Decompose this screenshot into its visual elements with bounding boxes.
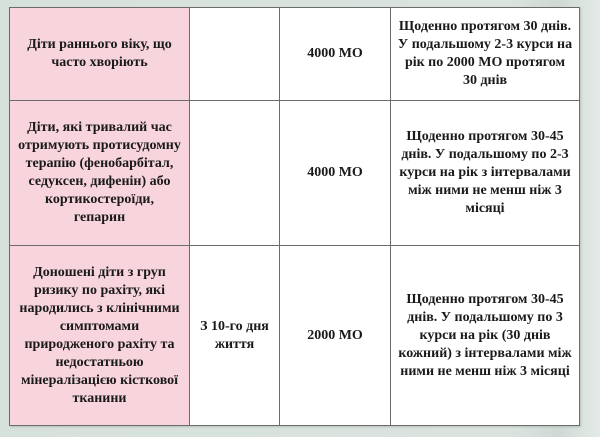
table-row	[10, 8, 580, 101]
table-row	[10, 101, 580, 246]
dose-cell: 2000 МО	[280, 246, 391, 426]
start-time-cell	[190, 101, 280, 246]
risk-group-cell: Доношені діти з груп ризику по рахіту, які народились з клінічними симптомами природженого рахіту та недостатньою мінералізацією кісткової тканини	[10, 246, 190, 426]
regimen-cell: Щоденно протягом 30-45 днів. У подальшому по 2-3 курси на рік з інтервалами між ними не менш ніж 3 місяці	[391, 101, 580, 246]
start-time-cell: З 10-го дня життя	[190, 246, 280, 426]
dose-cell: 4000 МО	[280, 8, 391, 101]
table-row	[10, 246, 580, 426]
risk-group-cell: Діти, які тривалий час отримують протисудомну терапію (фенобарбітал, седуксен, дифенін) або кортикостероїди, гепарин	[10, 101, 190, 246]
risk-group-cell: Діти раннього віку, що часто хворіють	[10, 8, 190, 101]
regimen-cell: Щоденно протягом 30 днів. У подальшому 2-3 курси на рік по 2000 МО протягом 30 днів	[391, 8, 580, 101]
dose-cell: 4000 МО	[280, 101, 391, 246]
vitamin-d-dosage-table	[9, 7, 580, 426]
regimen-cell: Щоденно протягом 30-45 днів. У подальшому по 3 курси на рік (30 днів кожний) з інтервалами між ними не менш ніж 3 місяці	[391, 246, 580, 426]
start-time-cell	[190, 8, 280, 101]
